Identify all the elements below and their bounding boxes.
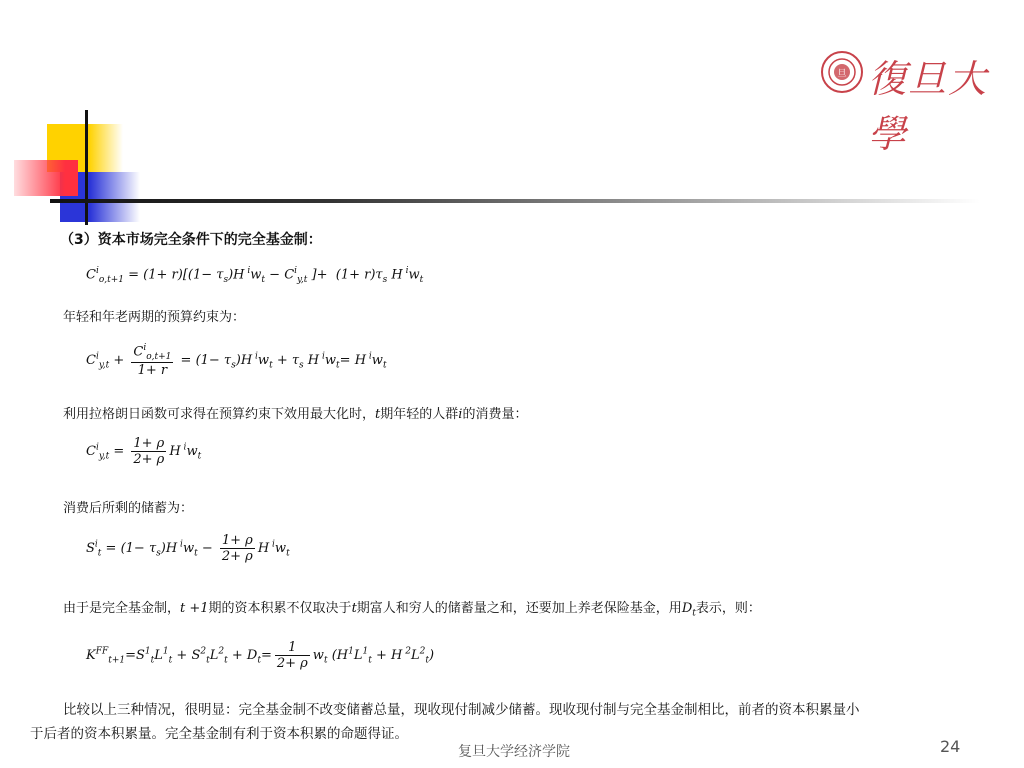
capital-accumulation-text: 由于是完全基金制，t +1期的资本积累不仅取决于t期富人和穷人的储蓄量之和，还要加上养老保险基金，用$D_t$表示，则：: [63, 601, 761, 619]
equation-capital-fully-funded: $K^{FF}_{t+1}=S^1_tL^1_t + S^2_tL^2_t + D_t=$ $\frac{1}{2+ \rho}$ $w_t$ ($H^1L^1_t + H$ $^2L^2_t$): [86, 640, 435, 671]
budget-constraint-text: 年轻和年老两期的预算约束为：: [63, 310, 246, 325]
equation-old-age-consumption: $C^i_{o,t+1} = (1+ r)[(1- \tau_s)H$ $^iw_t - C^i_{y,t}$ ]+ $(1+ r)\tau_s$ H $^iw_t$: [86, 266, 424, 285]
university-name-calligraphy: 復旦大學: [868, 57, 989, 156]
savings-text: 消费后所剩的储蓄为：: [63, 501, 194, 516]
decorative-blue-fade: [90, 172, 140, 222]
decorative-yellow-fade: [89, 124, 123, 172]
decorative-red-block: [14, 160, 78, 196]
conclusion-line-1: 比较以上三种情况，很明显：完全基金制不改变储蓄总量，现收现付制减少储蓄。现收现付制与完全基金制相比，前者的资本积累量小: [63, 702, 860, 718]
lagrange-text: 利用拉格朗日函数可求得在预算约束下效用最大化时，t期年轻的人群i的消费量：: [63, 407, 528, 422]
footer-institution: 复旦大学经济学院: [458, 744, 570, 760]
equation-young-consumption: $C^i_{y,t}$ = $\frac{1+ \rho}{2+ \rho}$ H $^iw_t$: [86, 436, 202, 467]
equation-savings: $S^i_t = (1- \tau_s)H$ $^iw_t$ − $\frac{1+ \rho}{2+ \rho}$ H $^iw_t$: [86, 533, 290, 564]
svg-text:旦: 旦: [837, 69, 847, 79]
title-divider-line: [50, 199, 980, 203]
section-heading: （3）资本市场完全条件下的完全基金制：: [60, 232, 322, 248]
conclusion-line-2: 于后者的资本积累量。完全基金制有利于资本积累的命题得证。: [30, 726, 408, 742]
university-logo: [818, 44, 989, 156]
equation-budget-constraint: $C^i_{y,t}$ + $\frac{C^i_{o,t+1}}{1+ r}$ = $(1- \tau_s)H$ $^iw_t + \tau_s$ H $^iw_t= H$ $^iw_t$: [86, 343, 387, 378]
page-number: 24: [940, 737, 961, 756]
decorative-vertical-line: [85, 110, 88, 225]
